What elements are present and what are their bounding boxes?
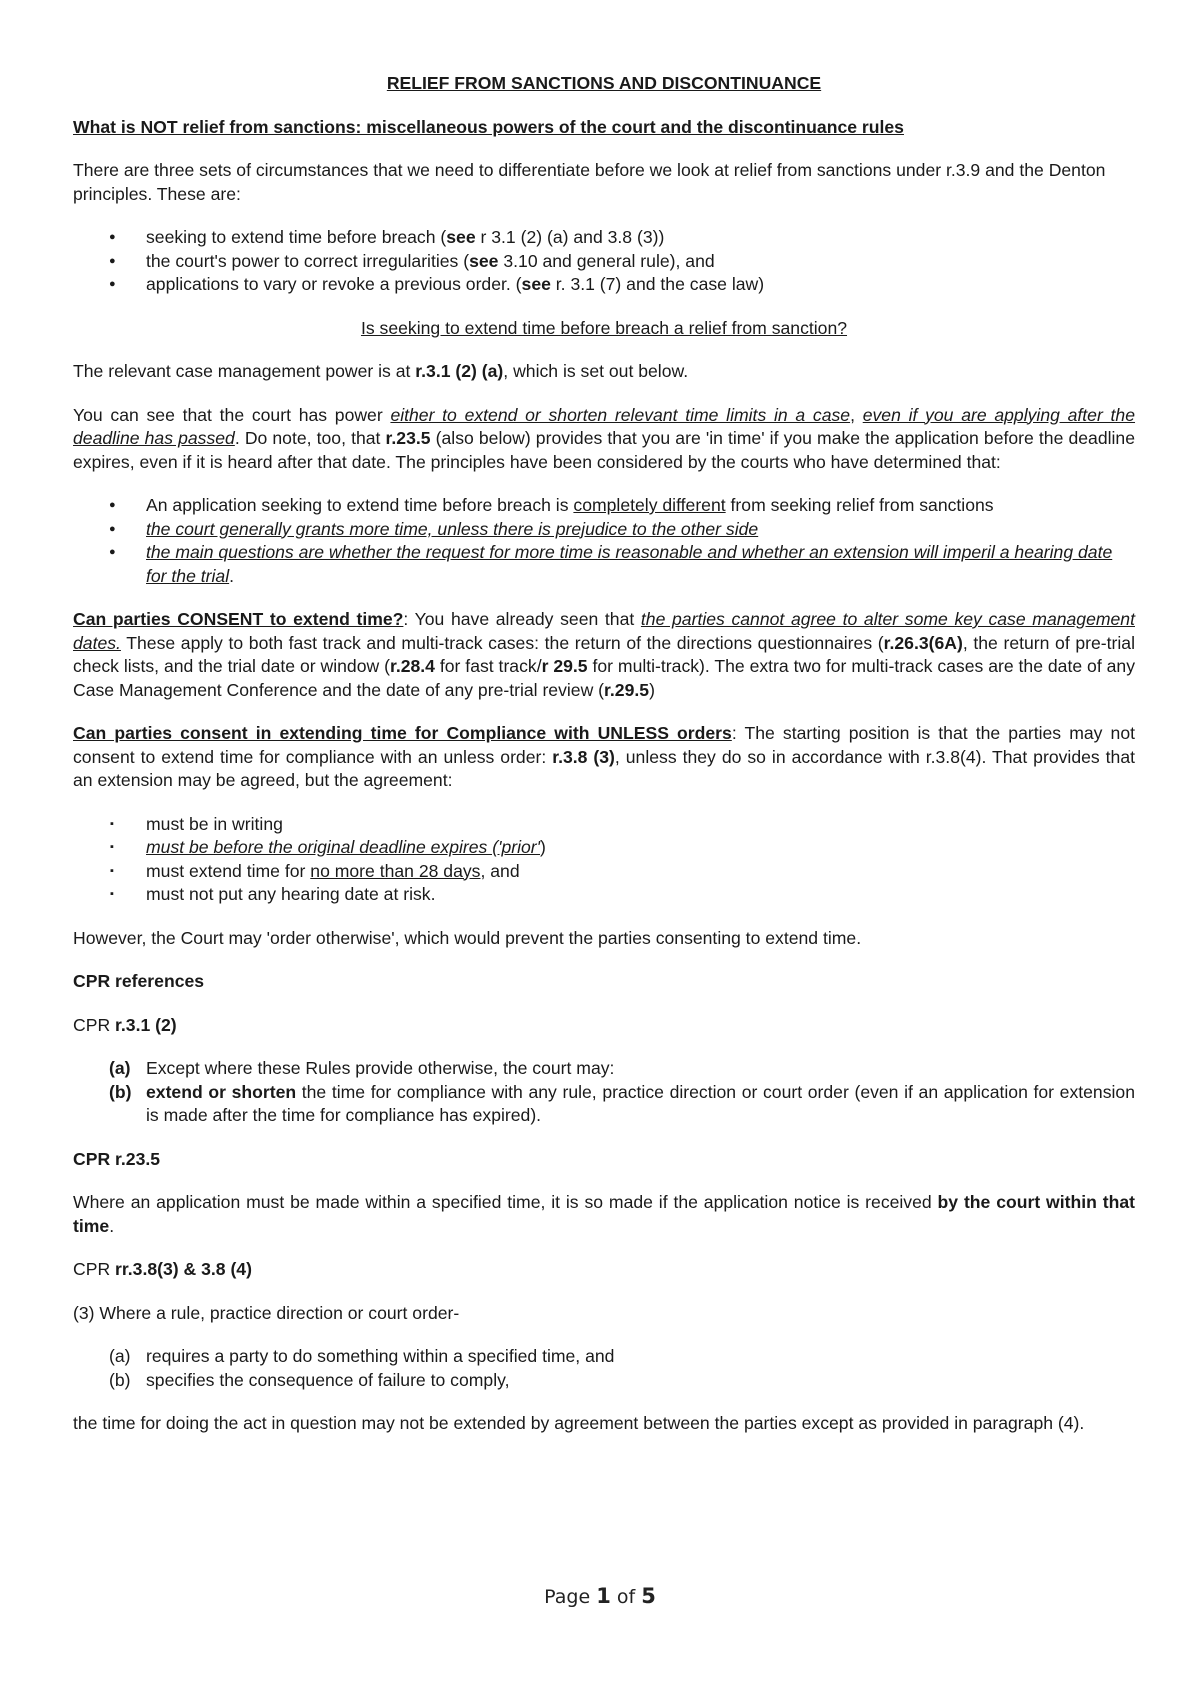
list-item: ● the court's power to correct irregularities (see 3.10 and general rule), and bbox=[73, 250, 1135, 274]
section-subheading: What is NOT relief from sanctions: miscellaneous powers of the court and the discontinuance rules bbox=[73, 116, 904, 137]
unless-orders-paragraph: Can parties consent in extending time for Compliance with UNLESS orders: The starting position is that the parties may not consent to extend time for compliance with an unless order: r.3.8 (3), unless they do so in accordance with r.3.8(4). That provides that an extension may be agreed, but the agreement: bbox=[73, 723, 1135, 790]
circumstances-list bbox=[73, 226, 1135, 297]
consent-heading: Can parties CONSENT to extend time? bbox=[73, 609, 404, 629]
list-item: ▪ must not put any hearing date at risk. bbox=[73, 883, 1135, 907]
unless-orders-heading: Can parties consent in extending time for Compliance with UNLESS orders bbox=[73, 723, 732, 743]
list-item: ▪ must be before the original deadline expires ('prior') bbox=[73, 836, 1135, 860]
page-footer bbox=[0, 1584, 1200, 1608]
list-item: ● An application seeking to extend time before breach is completely different from seeking relief from sanctions bbox=[73, 494, 1135, 518]
list-item: (a) Except where these Rules provide otherwise, the court may: bbox=[109, 1058, 615, 1078]
of-word: of bbox=[616, 1586, 636, 1608]
power-paragraph: The relevant case management power is at r.3.1 (2) (a), which is set out below. bbox=[73, 361, 689, 381]
list-item: ● applications to vary or revoke a previous order. (see r. 3.1 (7) and the case law) bbox=[73, 273, 1135, 297]
cpr-3-1-list bbox=[73, 1057, 1135, 1128]
agreement-conditions-list bbox=[73, 813, 1135, 907]
cpr-3-8-intro: (3) Where a rule, practice direction or court order- bbox=[73, 1302, 460, 1323]
list-item: ● the court generally grants more time, unless there is prejudice to the other side bbox=[73, 518, 1135, 542]
cpr-3-8-heading: CPR rr.3.8(3) & 3.8 (4) bbox=[73, 1259, 252, 1279]
document-title: RELIEF FROM SANCTIONS AND DISCONTINUANCE bbox=[386, 73, 822, 93]
cpr-23-5-heading: CPR r.23.5 bbox=[73, 1148, 161, 1169]
question-heading: Is seeking to extend time before breach a relief from sanction? bbox=[360, 317, 848, 338]
list-item: ▪ must extend time for no more than 28 days, and bbox=[73, 860, 1135, 884]
cpr-references-heading: CPR references bbox=[73, 971, 205, 991]
cpr-3-8-conclusion: the time for doing the act in question may not be extended by agreement between the parties except as provided in paragraph (4). bbox=[73, 1413, 1085, 1433]
list-item: (a) requires a party to do something within a specified time, and bbox=[109, 1346, 615, 1366]
consent-paragraph: Can parties CONSENT to extend time?: You have already seen that the parties cannot agree to alter some key case management dates. These apply to both fast track and multi-track cases: the return of the directions questionnaires (r.26.3(6A), the return of pre-trial check lists, and the trial date or window (r.28.4 for fast track/r 29.5 for multi-track). The extra two for multi-track cases are the date of any Case Management Conference and the date of any pre-trial review (r.29.5) bbox=[73, 609, 1135, 700]
list-item: ● the main questions are whether the request for more time is reasonable and whether an extension will imperil a hearing date for the trial. bbox=[73, 541, 1135, 588]
list-item: ▪ must be in writing bbox=[73, 813, 1135, 837]
cpr-3-8-list bbox=[73, 1345, 1135, 1392]
principles-list bbox=[73, 494, 1135, 588]
power-explanation-paragraph: You can see that the court has power either to extend or shorten relevant time limits in a case, even if you are applying after the deadline has passed. Do note, too, that r.23.5 (also below) provides that you are 'in time' if you make the application before the deadline expires, even if it is heard after that date. The principles have been considered by the courts who have determined that: bbox=[73, 404, 1136, 472]
page-word: Page bbox=[544, 1586, 591, 1608]
list-item: (b) extend or shorten the time for compliance with any rule, practice direction or court order (even if an application for extension is made after the time for compliance has expired). bbox=[109, 1081, 1135, 1125]
cpr-3-1-heading: CPR r.3.1 (2) bbox=[73, 1014, 177, 1035]
document-body bbox=[73, 72, 1135, 1456]
list-item: ● seeking to extend time before breach (see r 3.1 (2) (a) and 3.8 (3)) bbox=[73, 226, 1135, 250]
page-number: 1 bbox=[596, 1584, 611, 1608]
cpr-23-5-text: Where an application must be made within a specified time, it is so made if the application notice is received by the court within that time. bbox=[73, 1192, 1135, 1236]
page-total: 5 bbox=[641, 1584, 656, 1608]
list-item: (b) specifies the consequence of failure to comply, bbox=[109, 1369, 510, 1390]
however-paragraph: However, the Court may 'order otherwise', which would prevent the parties consenting to extend time. bbox=[73, 927, 862, 948]
intro-paragraph: There are three sets of circumstances that we need to differentiate before we look at relief from sanctions under r.3.9 and the Denton principles. These are: bbox=[73, 160, 1106, 204]
